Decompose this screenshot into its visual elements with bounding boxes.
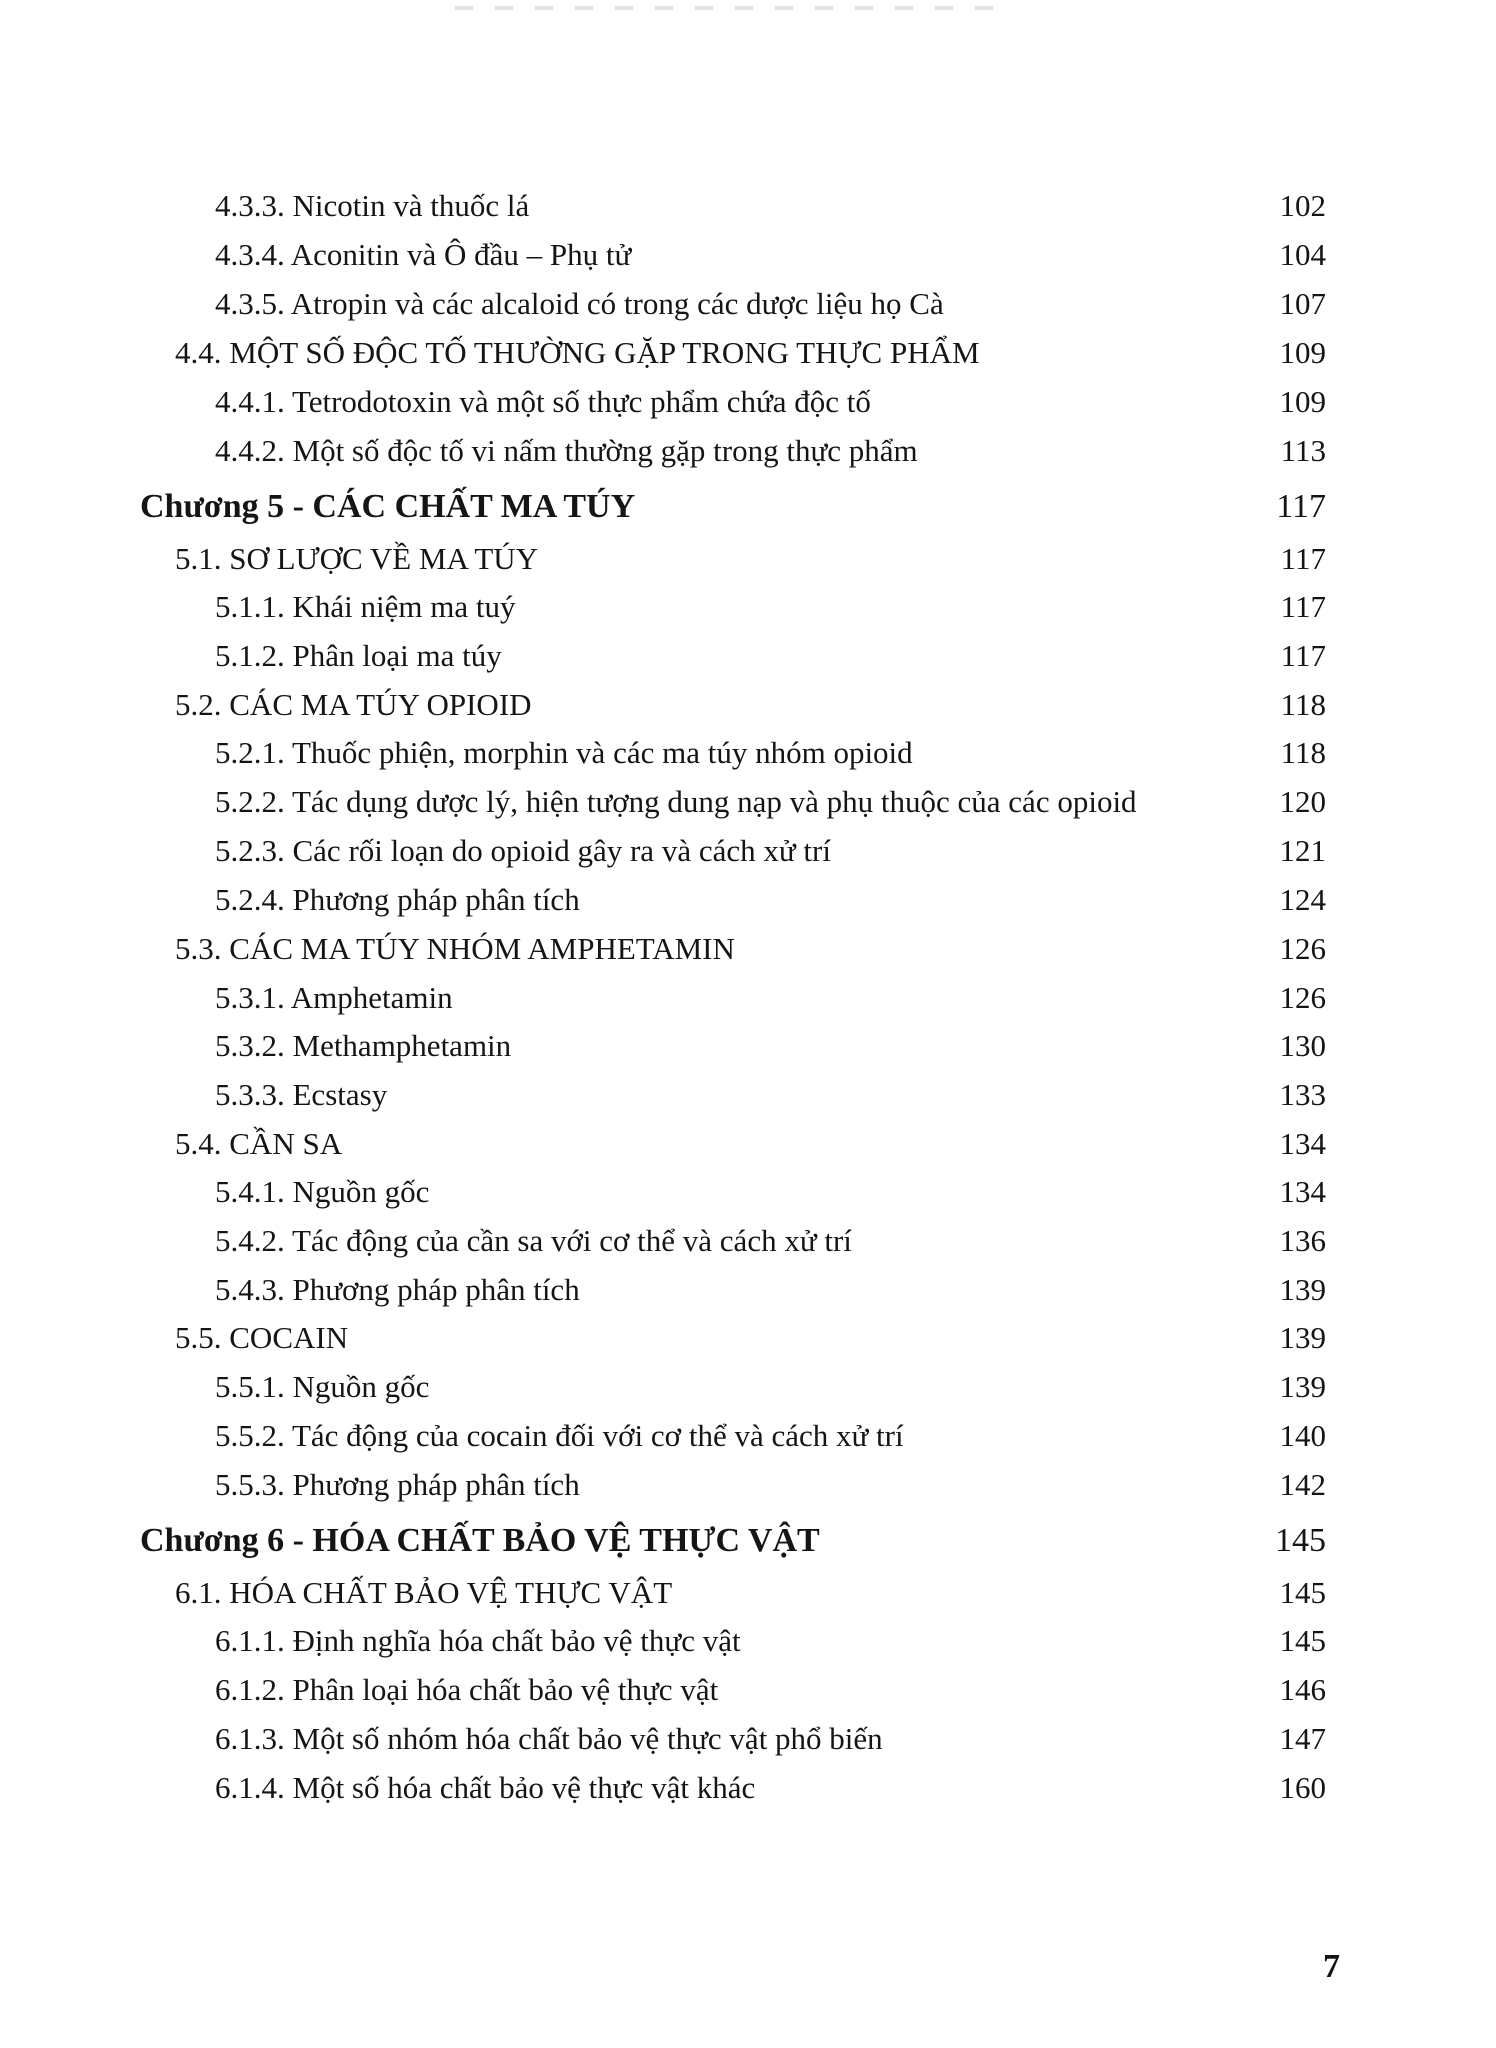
toc-entry-title: 5.4.3. Phương pháp phân tích xyxy=(215,1272,580,1307)
toc-entry-page: 102 xyxy=(1279,188,1326,223)
toc-entry-title: 5.1. SƠ LƯỢC VỀ MA TÚY xyxy=(175,541,539,576)
toc-entry-page: 134 xyxy=(1279,1126,1326,1161)
toc-entry-title: 5.3.2. Methamphetamin xyxy=(215,1028,512,1063)
toc-entry-page: 120 xyxy=(1279,784,1326,819)
toc-entry-title: 5.4.2. Tác động của cần sa với cơ thể và cách xử trí xyxy=(215,1223,852,1258)
toc-entry-title: 4.3.3. Nicotin và thuốc lá xyxy=(215,188,530,223)
toc-entry-title: 6.1.1. Định nghĩa hóa chất bảo vệ thực vật xyxy=(215,1623,741,1658)
toc-entry-title: 5.2. CÁC MA TÚY OPIOID xyxy=(175,687,532,722)
toc-entry-page: 126 xyxy=(1279,931,1326,966)
toc-entry-title: Chương 6 - HÓA CHẤT BẢO VỆ THỰC VẬT xyxy=(140,1522,820,1559)
toc-entry-title: 6.1.2. Phân loại hóa chất bảo vệ thực vật xyxy=(215,1672,719,1707)
toc-entry-page: 139 xyxy=(1279,1369,1326,1404)
toc-entry-title: 4.4. MỘT SỐ ĐỘC TỐ THƯỜNG GẶP TRONG THỰC PHẨM xyxy=(175,335,980,370)
toc-entry-page: 104 xyxy=(1279,237,1326,272)
toc-entry-title: 6.1. HÓA CHẤT BẢO VỆ THỰC VẬT xyxy=(175,1575,673,1610)
toc-entry-page: 107 xyxy=(1279,286,1326,321)
toc-entry-title: 5.1.1. Khái niệm ma tuý xyxy=(215,589,516,624)
toc-entry-page: 109 xyxy=(1279,384,1326,419)
toc-entry-page: 130 xyxy=(1279,1028,1326,1063)
toc-entry-page: 142 xyxy=(1279,1467,1326,1502)
toc-entry-page: 139 xyxy=(1279,1320,1326,1355)
toc-entry-title: 5.2.4. Phương pháp phân tích xyxy=(215,882,580,917)
toc-entry-page: 134 xyxy=(1279,1174,1326,1209)
toc-entry-title: 5.5.2. Tác động của cocain đối với cơ thể và cách xử trí xyxy=(215,1418,904,1453)
toc-entry-title: 4.4.1. Tetrodotoxin và một số thực phẩm chứa độc tố xyxy=(215,384,871,419)
toc-entry-title: Chương 5 - CÁC CHẤT MA TÚY xyxy=(140,488,636,525)
toc-entry-title: 6.1.4. Một số hóa chất bảo vệ thực vật khác xyxy=(215,1770,756,1805)
toc-entry-title: 5.2.2. Tác dụng dược lý, hiện tượng dung nạp và phụ thuộc của các opioid xyxy=(215,784,1137,819)
toc-entry-title: 5.2.1. Thuốc phiện, morphin và các ma túy nhóm opioid xyxy=(215,735,913,770)
toc-entry-page: 145 xyxy=(1279,1623,1326,1658)
toc-entry-title: 5.4.1. Nguồn gốc xyxy=(215,1174,430,1209)
toc-entry-page: 126 xyxy=(1279,980,1326,1015)
toc-entry-page: 139 xyxy=(1279,1272,1326,1307)
scan-artifact xyxy=(455,6,1015,10)
toc-entry-page: 117 xyxy=(1276,488,1326,525)
toc-entry-title: 5.2.3. Các rối loạn do opioid gây ra và cách xử trí xyxy=(215,833,831,868)
toc-entry-title: 5.4. CẦN SA xyxy=(175,1126,343,1161)
toc-entry-title: 5.5.1. Nguồn gốc xyxy=(215,1369,430,1404)
toc-entry-title: 5.3.1. Amphetamin xyxy=(215,980,453,1015)
toc-entry-page: 146 xyxy=(1279,1672,1326,1707)
page-number: 7 xyxy=(1323,1948,1340,1985)
toc-entry-page: 147 xyxy=(1279,1721,1326,1756)
toc-entry-page: 113 xyxy=(1280,433,1326,468)
toc-entry-page: 117 xyxy=(1280,589,1326,624)
toc-entry-page: 160 xyxy=(1279,1770,1326,1805)
toc-entry-page: 117 xyxy=(1280,541,1326,576)
toc-entry-title: 5.5.3. Phương pháp phân tích xyxy=(215,1467,580,1502)
toc-entry-title: 4.4.2. Một số độc tố vi nấm thường gặp trong thực phẩm xyxy=(215,433,918,468)
toc-entry-page: 145 xyxy=(1279,1575,1326,1610)
toc-entry-page: 117 xyxy=(1280,638,1326,673)
toc-entry-page: 145 xyxy=(1275,1522,1326,1559)
toc-entry-page: 121 xyxy=(1279,833,1326,868)
toc-entry-page: 133 xyxy=(1279,1077,1326,1112)
toc-entry-title: 6.1.3. Một số nhóm hóa chất bảo vệ thực vật phổ biến xyxy=(215,1721,883,1756)
toc-entry-page: 118 xyxy=(1280,735,1326,770)
toc-entry-page: 136 xyxy=(1279,1223,1326,1258)
toc-entry-page: 118 xyxy=(1280,687,1326,722)
toc-entry-title: 5.3.3. Ecstasy xyxy=(215,1077,388,1112)
toc-entry-title: 4.3.4. Aconitin và Ô đầu – Phụ tử xyxy=(215,237,632,272)
toc-entry-title: 5.3. CÁC MA TÚY NHÓM AMPHETAMIN xyxy=(175,931,735,966)
toc-entry-page: 124 xyxy=(1279,882,1326,917)
toc-entry-page: 109 xyxy=(1279,335,1326,370)
toc-entry-title: 4.3.5. Atropin và các alcaloid có trong các dược liệu họ Cà xyxy=(215,286,944,321)
toc-entry-page: 140 xyxy=(1279,1418,1326,1453)
toc-entry-title: 5.5. COCAIN xyxy=(175,1320,349,1355)
toc-entry-title: 5.1.2. Phân loại ma túy xyxy=(215,638,502,673)
